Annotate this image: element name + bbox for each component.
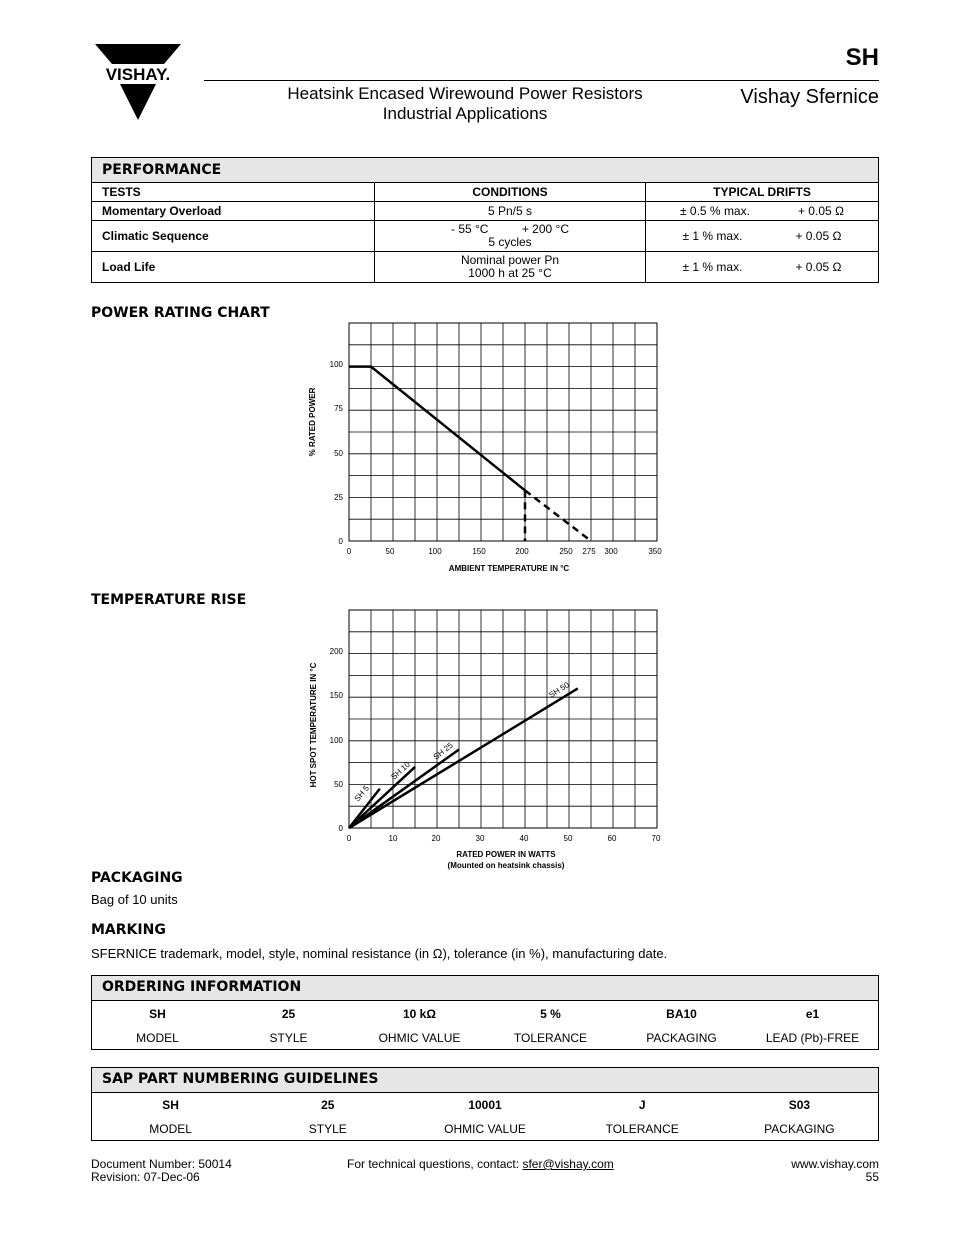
test-name: Climatic Sequence <box>92 221 375 252</box>
document-title <box>225 84 705 124</box>
col-tests: TESTS <box>92 183 375 202</box>
y-tick-label: 0 <box>338 824 343 833</box>
x-tick-label: 200 <box>515 547 529 556</box>
table-row <box>92 202 879 221</box>
packaging-title: PACKAGING <box>91 870 183 886</box>
col-conditions: CONDITIONS <box>375 183 646 202</box>
page-number: 55 <box>865 1170 879 1184</box>
y-tick-label: 150 <box>329 691 343 700</box>
series-line-sh50 <box>349 688 578 828</box>
sap-values-row <box>92 1098 878 1112</box>
footer-right <box>791 1158 879 1184</box>
x-tick-label: 10 <box>388 834 398 843</box>
y-tick-label: 75 <box>334 404 343 413</box>
drift-percent: ± 1 % max. <box>682 260 743 274</box>
x-tick-label: 50 <box>563 834 573 843</box>
sap-label-tolerance: TOLERANCE <box>605 1122 679 1136</box>
y-tick-label: 100 <box>329 736 343 745</box>
ordering-value-style: 25 <box>281 1007 296 1021</box>
drift-percent: ± 0.5 % max. <box>680 204 750 218</box>
ordering-label-tolerance: TOLERANCE <box>513 1031 588 1045</box>
brand-name: Vishay Sfernice <box>740 86 879 108</box>
col-typical-drifts: TYPICAL DRIFTS <box>646 183 879 202</box>
document-code: SH <box>845 44 879 71</box>
ordering-value-model: SH <box>149 1007 166 1021</box>
y-tick-label: 0 <box>338 537 343 546</box>
power-rating-title: POWER RATING CHART <box>91 305 270 321</box>
ordering-value-ohmic: 10 kΩ <box>403 1007 436 1021</box>
series-label-sh10: SH 10 <box>389 759 412 782</box>
ordering-label-lead: LEAD (Pb)-FREE <box>765 1031 860 1045</box>
x-tick-label: 0 <box>346 834 352 843</box>
test-drift <box>646 252 879 283</box>
series-line-1 <box>525 490 591 541</box>
ordering-label-style: STYLE <box>269 1031 308 1045</box>
packaging-text: Bag of 10 units <box>91 892 178 907</box>
ordering-label-model: MODEL <box>136 1031 179 1045</box>
marking-title: MARKING <box>91 922 166 938</box>
test-condition: 5 Pn/5 s <box>375 202 646 221</box>
x-tick-label: 50 <box>385 547 395 556</box>
sap-label-style: STYLE <box>308 1122 347 1136</box>
drift-ohm: + 0.05 Ω <box>795 229 842 243</box>
revision: Revision: 07-Dec-06 <box>91 1170 200 1184</box>
x-tick-label: 250 <box>559 547 573 556</box>
condition-line-1: - 55 °C + 200 °C <box>451 222 569 236</box>
vishay-logo <box>92 44 184 122</box>
test-condition <box>375 252 646 283</box>
ordering-title: ORDERING INFORMATION <box>92 976 878 1001</box>
series-label-sh25: SH 25 <box>431 740 455 762</box>
y-axis-label: HOT SPOT TEMPERATURE IN °C <box>309 662 318 788</box>
header-rule <box>204 80 879 81</box>
condition-line-2: 5 cycles <box>488 235 532 249</box>
ordering-label-ohmic: OHMIC VALUE <box>378 1031 461 1045</box>
title-line-1: Heatsink Encased Wirewound Power Resistors <box>287 84 643 103</box>
marking-text: SFERNICE trademark, model, style, nominal resistance (in Ω), tolerance (in %), manufacturing date. <box>91 946 668 961</box>
x-tick-label: 275 <box>582 547 596 556</box>
test-name: Momentary Overload <box>92 202 375 221</box>
test-drift <box>646 221 879 252</box>
y-tick-label: 50 <box>334 449 343 458</box>
performance-table <box>91 157 879 283</box>
ordering-value-tolerance: 5 % <box>540 1007 561 1021</box>
x-axis-sublabel: (Mounted on heatsink chassis) <box>447 861 565 870</box>
sap-labels-row <box>92 1122 878 1136</box>
condition-line-2: 1000 h at 25 °C <box>468 266 552 280</box>
chart-lines <box>349 688 578 828</box>
logo-text: VISHAY. <box>105 65 171 84</box>
x-tick-label: 350 <box>648 547 662 556</box>
power-rating-chart <box>300 318 680 580</box>
chart-grid <box>349 323 657 541</box>
sap-value-ohmic: 10001 <box>468 1098 502 1112</box>
performance-title: PERFORMANCE <box>92 158 879 183</box>
ordering-labels-row <box>92 1031 878 1045</box>
sap-value-packaging: S03 <box>788 1098 811 1112</box>
contact-email-link[interactable]: sfer@vishay.com <box>522 1157 614 1171</box>
y-tick-label: 200 <box>329 647 343 656</box>
document-number: Document Number: 50014 <box>91 1157 232 1171</box>
title-line-2: Industrial Applications <box>382 104 548 123</box>
x-tick-label: 0 <box>346 547 352 556</box>
x-tick-label: 300 <box>604 547 618 556</box>
x-tick-label: 40 <box>519 834 529 843</box>
ordering-information-box <box>91 975 879 1050</box>
x-tick-label: 100 <box>428 547 442 556</box>
footer-left <box>91 1158 232 1184</box>
temperature-rise-chart <box>300 605 680 875</box>
drift-ohm: + 0.05 Ω <box>795 260 842 274</box>
ordering-values-row <box>92 1007 878 1021</box>
footer-contact <box>347 1158 614 1171</box>
y-ticks <box>330 360 344 546</box>
sap-part-numbering-box <box>91 1067 879 1141</box>
sap-value-tolerance: J <box>638 1098 646 1112</box>
y-tick-label: 100 <box>329 360 343 369</box>
drift-percent: ± 1 % max. <box>682 229 743 243</box>
x-tick-label: 30 <box>475 834 485 843</box>
condition-line-1: Nominal power Pn <box>460 253 560 267</box>
sap-value-model: SH <box>162 1098 179 1112</box>
test-name: Load Life <box>92 252 375 283</box>
y-axis-label: % RATED POWER <box>308 387 317 457</box>
x-ticks <box>347 547 662 556</box>
table-row <box>92 221 879 252</box>
temperature-rise-title: TEMPERATURE RISE <box>91 592 247 608</box>
x-axis-label: RATED POWER IN WATTS <box>456 850 556 859</box>
x-axis-label: AMBIENT TEMPERATURE IN °C <box>448 564 570 573</box>
ordering-value-lead: e1 <box>805 1007 820 1021</box>
sap-title: SAP PART NUMBERING GUIDELINES <box>92 1068 878 1093</box>
y-tick-label: 50 <box>334 780 343 789</box>
website-link[interactable]: www.vishay.com <box>791 1157 879 1171</box>
y-tick-label: 25 <box>334 493 343 502</box>
series-label-sh50: SH 50 <box>547 680 571 700</box>
x-tick-label: 20 <box>431 834 441 843</box>
sap-label-ohmic: OHMIC VALUE <box>444 1122 526 1136</box>
sap-label-packaging: PACKAGING <box>764 1122 835 1136</box>
x-tick-label: 150 <box>472 547 486 556</box>
x-tick-label: 70 <box>651 834 661 843</box>
contact-prefix: For technical questions, contact: <box>347 1157 523 1171</box>
x-tick-label: 60 <box>607 834 617 843</box>
series-label-sh5: SH 5 <box>352 783 371 804</box>
table-row <box>92 252 879 283</box>
ordering-label-packaging: PACKAGING <box>646 1031 717 1045</box>
sap-value-style: 25 <box>321 1098 335 1112</box>
ordering-value-packaging: BA10 <box>666 1007 697 1021</box>
sap-label-model: MODEL <box>149 1122 192 1136</box>
x-ticks <box>347 834 661 843</box>
y-ticks <box>330 647 344 833</box>
drift-ohm: + 0.05 Ω <box>797 204 844 218</box>
test-condition <box>375 221 646 252</box>
test-drift <box>646 202 879 221</box>
